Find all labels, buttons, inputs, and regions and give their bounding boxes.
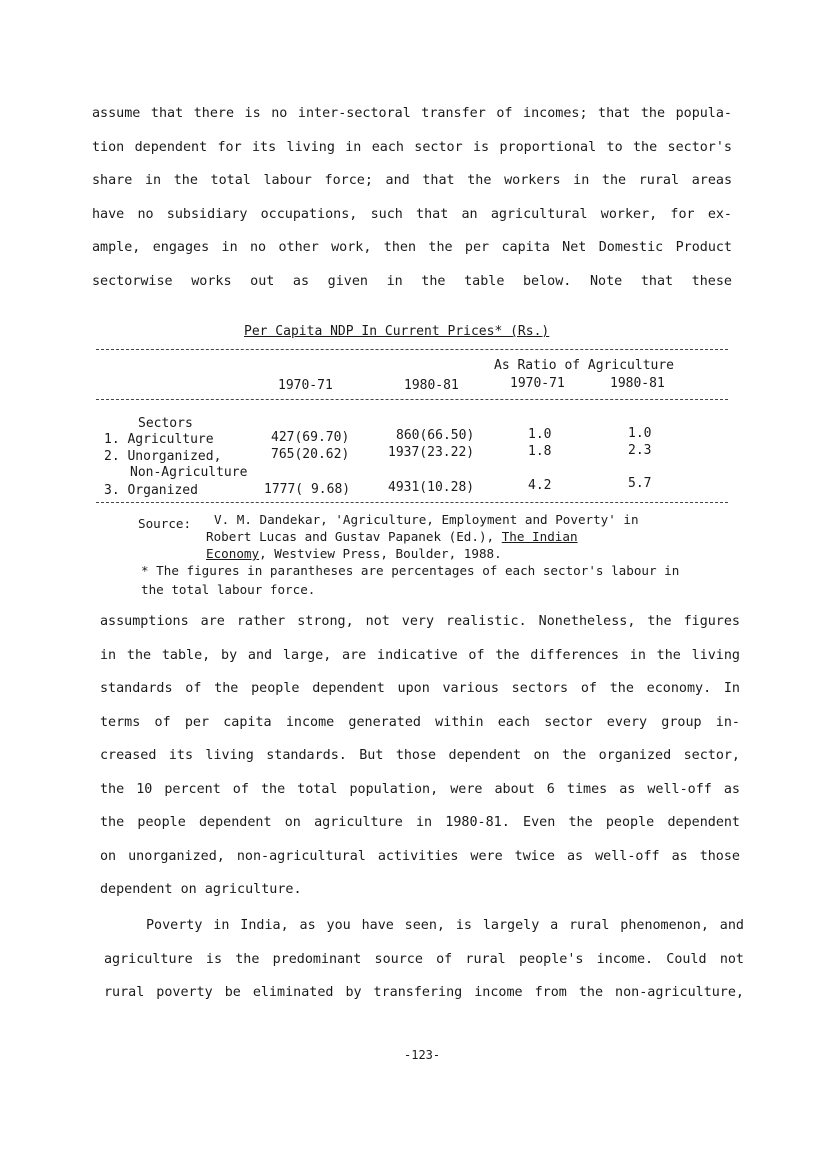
book-title-part: The Indian [501,529,578,544]
row-value-1980: 1937(23.22) [388,445,475,460]
source-line-2 [206,529,578,544]
column-header-1980: 1980-81 [404,378,459,393]
row-ratio-1970: 1.0 [528,427,552,442]
row-label: 3. Organized [104,483,198,498]
table-rule-bottom [96,502,728,503]
text-line: terms of per capita income generated within each sector every group in- [100,714,740,730]
book-title-part: Economy [206,546,260,561]
paragraph-1 [92,97,732,298]
paragraph-2 [100,605,740,907]
footnote-line-2: the total labour force. [141,582,316,597]
text-line: assumptions are rather strong, not very realistic. Nonetheless, the figures [100,614,740,629]
column-header-1970: 1970-71 [278,378,333,393]
source-publisher: , Westview Press, Boulder, 1988. [259,546,502,561]
text-line: creased its living standards. But those dependent on the organized sector, [100,748,740,763]
table-rule-header [96,399,728,400]
text-line: ample, engages in no other work, then the per capita Net Domestic Product [92,240,732,255]
row-ratio-1980: 2.3 [628,443,652,458]
page-number: -123- [404,1048,441,1062]
row-value-1980: 860(66.50) [396,428,475,443]
text-line: rural poverty be eliminated by transfering income from the non-agriculture, [104,985,744,1000]
row-value-1970: 427(69.70) [271,430,350,445]
source-authors: Robert Lucas and Gustav Papanek (Ed.), [206,529,495,544]
source-line-3 [206,546,502,561]
row-value-1970: 1777( 9.68) [264,482,351,497]
sectors-label: Sectors [138,416,193,431]
row-value-1980: 4931(10.28) [388,480,475,495]
text-line: agriculture is the predominant source of rural people's income. Could not [104,951,744,967]
source-label: Source: [138,516,192,531]
row-value-1970: 765(20.62) [271,447,350,462]
text-line: the people dependent on agriculture in 1980-81. Even the people dependent [100,815,740,830]
text-line: in the table, by and large, are indicative of the differences in the living [100,647,740,663]
text-line: have no subsidiary occupations, such that an agricultural worker, for ex- [92,206,732,222]
table-title: Per Capita NDP In Current Prices* (Rs.) [244,324,550,339]
row-ratio-1980: 1.0 [628,426,652,441]
text-line: the 10 percent of the total population, were about 6 times as well-off as [100,781,740,797]
text-line: on unorganized, non-agricultural activities were twice as well-off as those [100,848,740,864]
text-line: Poverty in India, as you have seen, is largely a rural phenomenon, and [146,918,744,933]
footnote-line-1: * The figures in parantheses are percentages of each sector's labour in [141,563,680,578]
row-label: Non-Agriculture [130,465,248,480]
ratio-header-1970: 1970-71 [510,376,565,391]
text-line: assume that there is no inter-sectoral transfer of incomes; that the popula- [92,106,732,121]
row-label: 1. Agriculture [104,432,214,447]
row-label: 2. Unorganized, [104,449,222,464]
text-line: standards of the people dependent upon various sectors of the economy. In [100,681,740,696]
paragraph-3 [104,909,744,1010]
source-line-1: V. M. Dandekar, 'Agriculture, Employment and Poverty' in [214,512,639,527]
ratio-header-1980: 1980-81 [610,376,665,391]
text-line: dependent on agriculture. [100,882,302,897]
ratio-header: As Ratio of Agriculture [494,358,675,373]
row-ratio-1970: 4.2 [528,478,552,493]
text-line: share in the total labour force; and that the workers in the rural areas [92,173,732,188]
row-ratio-1970: 1.8 [528,444,552,459]
row-ratio-1980: 5.7 [628,476,652,491]
table-rule-top [96,349,728,350]
text-line: tion dependent for its living in each sector is proportional to the sector's [92,139,732,155]
text-line: sectorwise works out as given in the table below. Note that these [92,273,732,289]
